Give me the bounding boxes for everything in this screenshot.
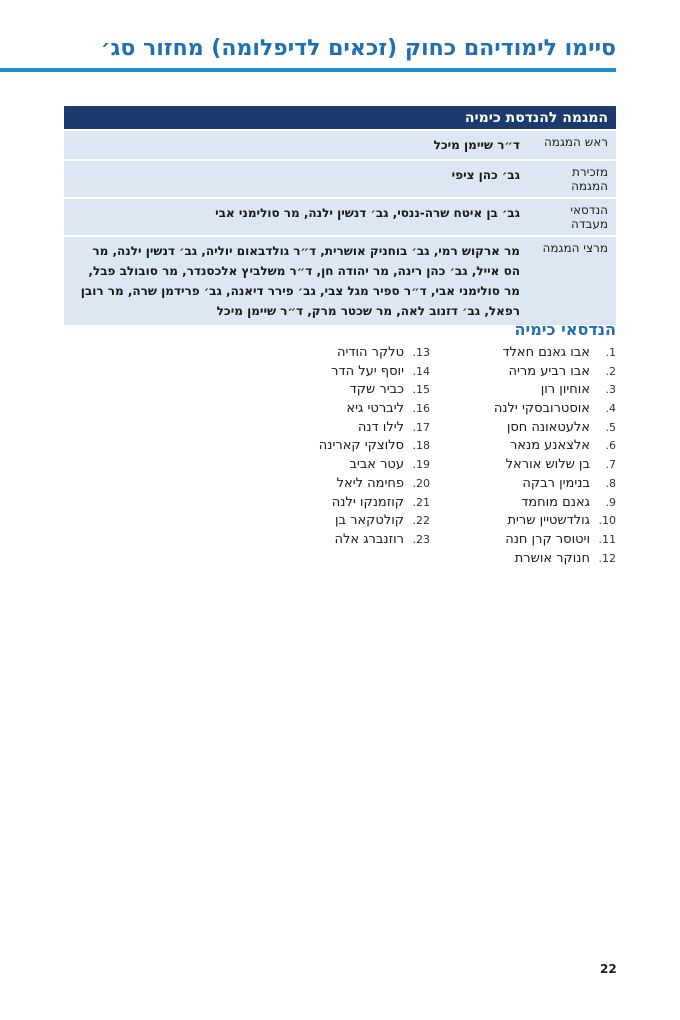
table-row — [64, 198, 616, 236]
graduate-name: אלעטאונה חסן — [506, 419, 590, 435]
role-label: מזכירת המגמה — [528, 160, 616, 198]
role-label: ראש המגמה — [528, 130, 616, 160]
table-row — [64, 236, 616, 325]
item-number: 12. — [598, 551, 616, 565]
list-item — [446, 456, 616, 475]
table-row — [64, 130, 616, 160]
item-number: 16. — [412, 402, 430, 416]
list-item — [446, 363, 616, 382]
table-row — [64, 160, 616, 198]
item-number: 10. — [598, 514, 616, 528]
item-number: 2. — [605, 364, 616, 378]
graduate-name: אוסטרובסקי ילנה — [493, 401, 590, 417]
graduate-name: לילו דנה — [357, 419, 404, 435]
graduate-name: כביר שקד — [349, 382, 404, 398]
graduate-name: חנוקר אושרת — [514, 550, 590, 566]
role-names: גב׳ בן איטח שרה-ננסי, גב׳ דנשין ילנה, מר סולימני אבי — [64, 198, 528, 236]
role-names: ד״ר שיימן מיכל — [64, 130, 528, 160]
list-item — [446, 531, 616, 550]
graduate-name: קולטקאר בן — [334, 513, 404, 529]
list-item — [446, 437, 616, 456]
graduate-name: אוחיון רון — [540, 382, 590, 398]
list-item — [446, 494, 616, 513]
title-rule — [0, 68, 616, 72]
page-number: 22 — [600, 962, 617, 976]
list-item — [260, 381, 430, 400]
graduate-name: יוסף יעל הדר — [331, 363, 404, 379]
graduate-name: עטר אביב — [349, 457, 404, 473]
graduates-list-right — [446, 344, 616, 568]
graduate-name: בן שלוש אוראל — [505, 457, 590, 473]
role-label: מרצי המגמה — [528, 236, 616, 325]
graduates-list-left — [260, 344, 430, 550]
list-item — [446, 475, 616, 494]
graduate-name: גאנם מוחמד — [521, 494, 590, 510]
graduate-name: ויטוסר קרן חנה — [505, 531, 590, 547]
role-names: גב׳ כהן ציפי — [64, 160, 528, 198]
graduate-name: קוזמנקו ילנה — [331, 494, 404, 510]
item-number: 21. — [412, 495, 430, 509]
item-number: 18. — [412, 439, 430, 453]
item-number: 5. — [605, 420, 616, 434]
list-item — [446, 512, 616, 531]
item-number: 9. — [605, 495, 616, 509]
item-number: 1. — [605, 346, 616, 359]
list-item — [446, 400, 616, 419]
list-item — [260, 400, 430, 419]
role-label: הנדסאי מעבדה — [528, 198, 616, 236]
list-item — [446, 419, 616, 438]
page-title: סיימו לימודיהם כחוק (זכאים לדיפלומה) מחזור סג׳ — [100, 36, 616, 61]
graduate-name: גולדשטיין שרית — [507, 513, 590, 529]
list-item — [446, 344, 616, 363]
item-number: 19. — [412, 458, 430, 472]
role-names: מר ארקוש רמי, גב׳ בוחניק אושרית, ד״ר גולדבאום יוליה, גב׳ דנשין ילנה, מר הס אייל, גב׳ כהן רינה, מר יהודה חן, ד״ר משלביץ אלכסנדר, מר סובולב פבל, מר סולימני אבי, ד״ר ספיר מגל צבי, גב׳ פירר דיאנה, גב׳ פרידמן שרה, מר רובן רפאל, גב׳ דזנוב לאה, מר שכטר מרק, ד״ר שיימן מיכל — [64, 236, 528, 325]
staff-table — [64, 106, 616, 325]
item-number: 6. — [605, 439, 616, 453]
list-item — [260, 344, 430, 363]
list-item — [260, 456, 430, 475]
graduate-name: אבו רביע מריה — [508, 363, 590, 379]
item-number: 14. — [412, 364, 430, 378]
list-item — [260, 494, 430, 513]
list-item — [446, 381, 616, 400]
graduate-name: אלצאנע מנאר — [509, 438, 590, 454]
item-number: 7. — [605, 458, 616, 472]
item-number: 20. — [412, 476, 430, 490]
list-item — [260, 437, 430, 456]
list-item — [260, 475, 430, 494]
list-item — [446, 550, 616, 569]
staff-table-header: המגמה להנדסת כימיה — [64, 106, 616, 130]
section-heading: הנדסאי כימיה — [514, 320, 616, 339]
graduate-name: סלוצקי קארינה — [318, 438, 404, 454]
item-number: 3. — [605, 383, 616, 397]
item-number: 23. — [412, 532, 430, 546]
item-number: 15. — [412, 383, 430, 397]
list-item — [260, 512, 430, 531]
item-number: 17. — [412, 420, 430, 434]
graduate-name: פחימה ליאל — [336, 475, 404, 491]
graduate-name: רוזנברג אלה — [334, 531, 404, 547]
list-item — [260, 531, 430, 550]
graduate-name: ליברטי גיא — [346, 401, 404, 417]
item-number: 8. — [605, 476, 616, 490]
list-item — [260, 363, 430, 382]
graduate-name: בנימין רבקה — [522, 475, 590, 491]
item-number: 22. — [412, 514, 430, 528]
list-item — [260, 419, 430, 438]
graduate-name: אבו גאנם חאלד — [502, 345, 590, 360]
graduate-name: טלקר הודיה — [336, 345, 404, 360]
item-number: 4. — [605, 402, 616, 416]
item-number: 13. — [412, 346, 430, 359]
item-number: 11. — [598, 532, 616, 546]
